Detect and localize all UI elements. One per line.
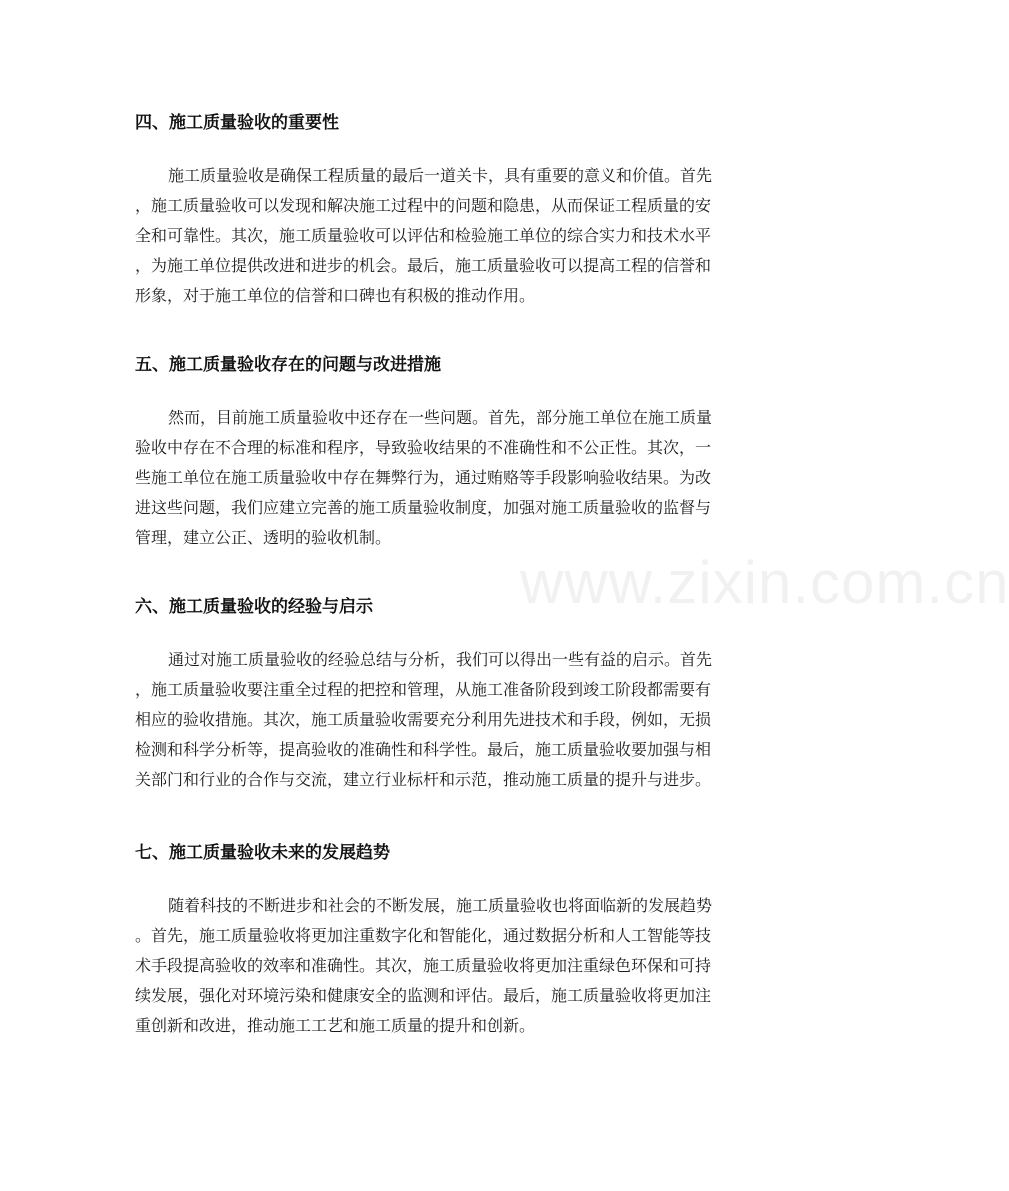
section-paragraph: [135, 891, 785, 1041]
paragraph-line: 通过对施工质量验收的经验总结与分析，我们可以得出一些有益的启示。首先: [168, 650, 713, 669]
section-paragraph: [135, 161, 785, 311]
paragraph-line: 术手段提高验收的效率和准确性。其次，施工质量验收将更加注重绿色环保和可持: [135, 956, 712, 975]
paragraph-line: ，为施工单位提供改进和进步的机会。最后，施工质量验收可以提高工程的信誉和: [135, 256, 712, 275]
paragraph-line: 形象，对于施工单位的信誉和口碑也有积极的推动作用。: [135, 286, 536, 305]
section-paragraph: [135, 403, 785, 553]
section-future-trends: [135, 842, 785, 1041]
paragraph-line: ，施工质量验收要注重全过程的把控和管理，从施工准备阶段到竣工阶段都需要有: [135, 680, 712, 699]
watermark: www.zixin.com.cn: [520, 549, 1009, 616]
section-paragraph: [135, 645, 785, 795]
section-importance: [135, 112, 785, 311]
paragraph-line: 些施工单位在施工质量验收中存在舞弊行为，通过贿赂等手段影响验收结果。为改: [135, 468, 712, 487]
paragraph-line: 管理，建立公正、透明的验收机制。: [135, 528, 392, 547]
paragraph-line: 续发展，强化对环境污染和健康安全的监测和评估。最后，施工质量验收将更加注: [135, 986, 712, 1005]
paragraph-line: 重创新和改进，推动施工工艺和施工质量的提升和创新。: [135, 1016, 536, 1035]
paragraph-line: 检测和科学分析等，提高验收的准确性和科学性。最后，施工质量验收要加强与相: [135, 740, 712, 759]
paragraph-line: ，施工质量验收可以发现和解决施工过程中的问题和隐患，从而保证工程质量的安: [135, 196, 712, 215]
paragraph-line: 验收中存在不合理的标准和程序，导致验收结果的不准确性和不公正性。其次，一: [135, 438, 712, 457]
paragraph-line: 关部门和行业的合作与交流，建立行业标杆和示范，推动施工质量的提升与进步。: [135, 770, 712, 789]
paragraph-line: 进这些问题，我们应建立完善的施工质量验收制度，加强对施工质量验收的监督与: [135, 498, 712, 517]
paragraph-line: 。首先，施工质量验收将更加注重数字化和智能化，通过数据分析和人工智能等技: [135, 926, 712, 945]
paragraph-line: 全和可靠性。其次，施工质量验收可以评估和检验施工单位的综合实力和技术水平: [135, 226, 712, 245]
paragraph-line: 随着科技的不断进步和社会的不断发展，施工质量验收也将面临新的发展趋势: [168, 896, 713, 915]
paragraph-line: 施工质量验收是确保工程质量的最后一道关卡，具有重要的意义和价值。首先: [168, 166, 713, 185]
section-heading: 四、施工质量验收的重要性: [135, 113, 339, 133]
section-experience: [135, 596, 785, 795]
paragraph-line: 相应的验收措施。其次，施工质量验收需要充分利用先进技术和手段，例如，无损: [135, 710, 712, 729]
section-problems: [135, 354, 785, 553]
section-heading: 六、施工质量验收的经验与启示: [135, 597, 373, 617]
paragraph-line: 然而，目前施工质量验收中还存在一些问题。首先，部分施工单位在施工质量: [168, 408, 713, 427]
section-heading: 七、施工质量验收未来的发展趋势: [135, 843, 390, 863]
section-heading: 五、施工质量验收存在的问题与改进措施: [135, 355, 441, 375]
